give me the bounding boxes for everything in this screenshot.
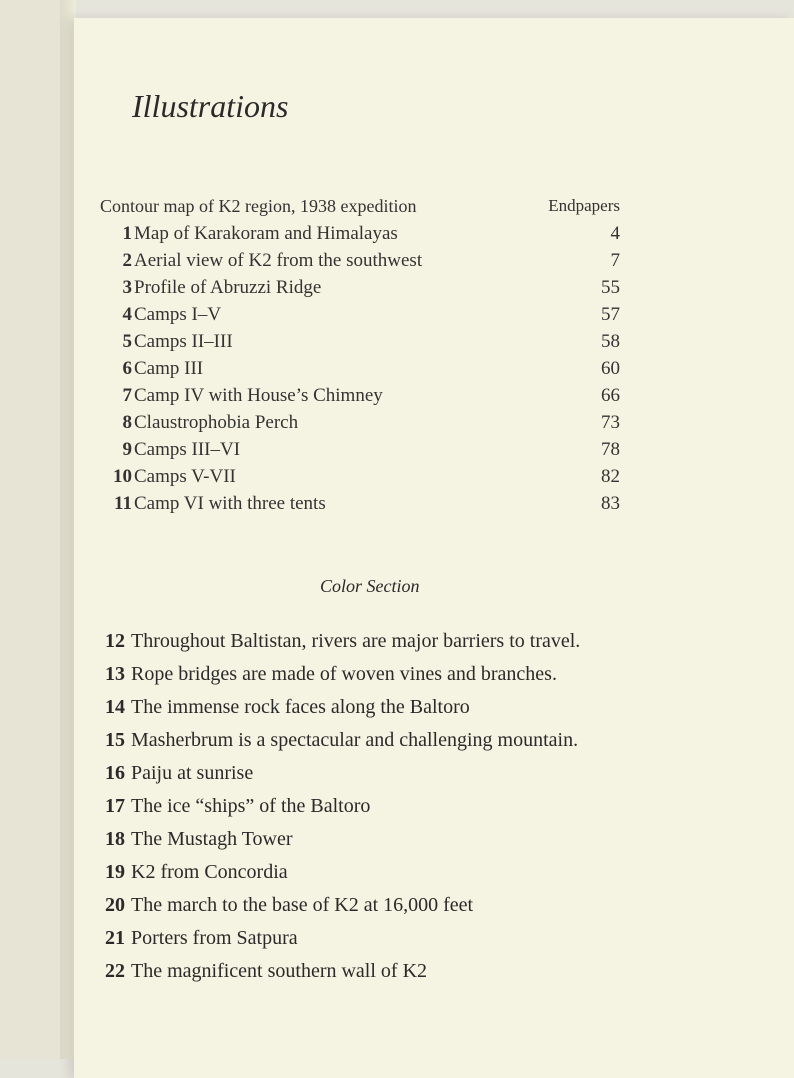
list-item — [100, 466, 620, 493]
item-number: 5 — [122, 331, 132, 352]
list-item — [85, 630, 745, 663]
item-page: 66 — [601, 385, 620, 406]
illustration-list — [100, 196, 620, 520]
list-item — [100, 196, 620, 223]
item-title: Porters from Satpura — [131, 927, 298, 949]
item-title: Rope bridges are made of woven vines and branches. — [131, 663, 557, 685]
item-page: 55 — [601, 277, 620, 298]
page-title: Illustrations — [132, 88, 289, 124]
item-title: Throughout Baltistan, rivers are major barriers to travel. — [131, 630, 581, 652]
item-title: The magnificent southern wall of K2 — [131, 960, 428, 982]
list-item — [100, 358, 620, 385]
item-number: 22 — [105, 960, 125, 982]
list-item — [100, 250, 620, 277]
color-section-list — [85, 630, 745, 993]
item-title: Camps III–VI — [134, 439, 241, 460]
item-number: 9 — [122, 439, 132, 460]
list-item — [85, 828, 745, 861]
color-section-title: Color Section — [320, 576, 420, 596]
item-title: Camps I–V — [134, 304, 222, 325]
item-number: 18 — [105, 828, 125, 850]
item-number: 11 — [114, 493, 132, 514]
item-title: Camps II–III — [134, 331, 233, 352]
item-page: 83 — [601, 493, 620, 514]
item-page: 60 — [601, 358, 620, 379]
item-title: The Mustagh Tower — [131, 828, 293, 850]
list-item — [100, 331, 620, 358]
list-item — [100, 493, 620, 520]
item-number: 4 — [122, 304, 132, 325]
item-number: 15 — [105, 729, 125, 751]
item-title: Camp IV with House’s Chimney — [134, 385, 383, 406]
item-title: Contour map of K2 region, 1938 expedition — [100, 196, 417, 216]
item-title: Paiju at sunrise — [131, 762, 254, 784]
item-title: Camp VI with three tents — [134, 493, 326, 514]
item-title: The march to the base of K2 at 16,000 feet — [131, 894, 474, 916]
item-title: Masherbrum is a spectacular and challenging mountain. — [131, 729, 579, 751]
item-number: 17 — [105, 795, 125, 817]
item-number: 1 — [122, 223, 132, 244]
item-number: 2 — [122, 250, 132, 271]
list-item — [85, 795, 745, 828]
list-item — [85, 762, 745, 795]
item-title: The immense rock faces along the Baltoro — [131, 696, 470, 718]
item-number: 21 — [105, 927, 125, 949]
item-title: Profile of Abruzzi Ridge — [134, 277, 322, 298]
item-title: Aerial view of K2 from the southwest — [134, 250, 423, 271]
item-number: 14 — [105, 696, 125, 718]
list-item — [100, 439, 620, 466]
item-title: Camp III — [134, 358, 204, 379]
item-number: 8 — [122, 412, 132, 433]
item-number: 16 — [105, 762, 125, 784]
item-page: 4 — [610, 223, 620, 244]
item-number: 6 — [122, 358, 132, 379]
list-item — [85, 894, 745, 927]
list-item — [100, 385, 620, 412]
item-page: 57 — [601, 304, 620, 325]
item-title: Map of Karakoram and Himalayas — [134, 223, 398, 244]
adjacent-page — [0, 0, 60, 1059]
item-number: 10 — [113, 466, 132, 487]
item-page: Endpapers — [548, 196, 620, 215]
list-item — [85, 960, 745, 993]
item-page: 82 — [601, 466, 620, 487]
list-item — [85, 729, 745, 762]
item-title: The ice “ships” of the Baltoro — [131, 795, 371, 817]
item-number: 19 — [105, 861, 125, 883]
item-title: K2 from Concordia — [131, 861, 288, 883]
list-item — [100, 223, 620, 250]
item-title: Claustrophobia Perch — [134, 412, 299, 433]
item-page: 73 — [601, 412, 620, 433]
item-page: 58 — [601, 331, 620, 352]
list-item — [85, 861, 745, 894]
list-item — [100, 412, 620, 439]
list-item — [85, 927, 745, 960]
item-number: 12 — [105, 630, 125, 652]
item-number: 3 — [122, 277, 132, 298]
list-item — [100, 304, 620, 331]
item-page: 7 — [610, 250, 620, 271]
list-item — [85, 696, 745, 729]
item-number: 7 — [122, 385, 132, 406]
item-page: 78 — [601, 439, 620, 460]
item-title: Camps V-VII — [134, 466, 236, 487]
item-number: 13 — [105, 663, 125, 685]
item-number: 20 — [105, 894, 125, 916]
list-item — [85, 663, 745, 696]
list-item — [100, 277, 620, 304]
